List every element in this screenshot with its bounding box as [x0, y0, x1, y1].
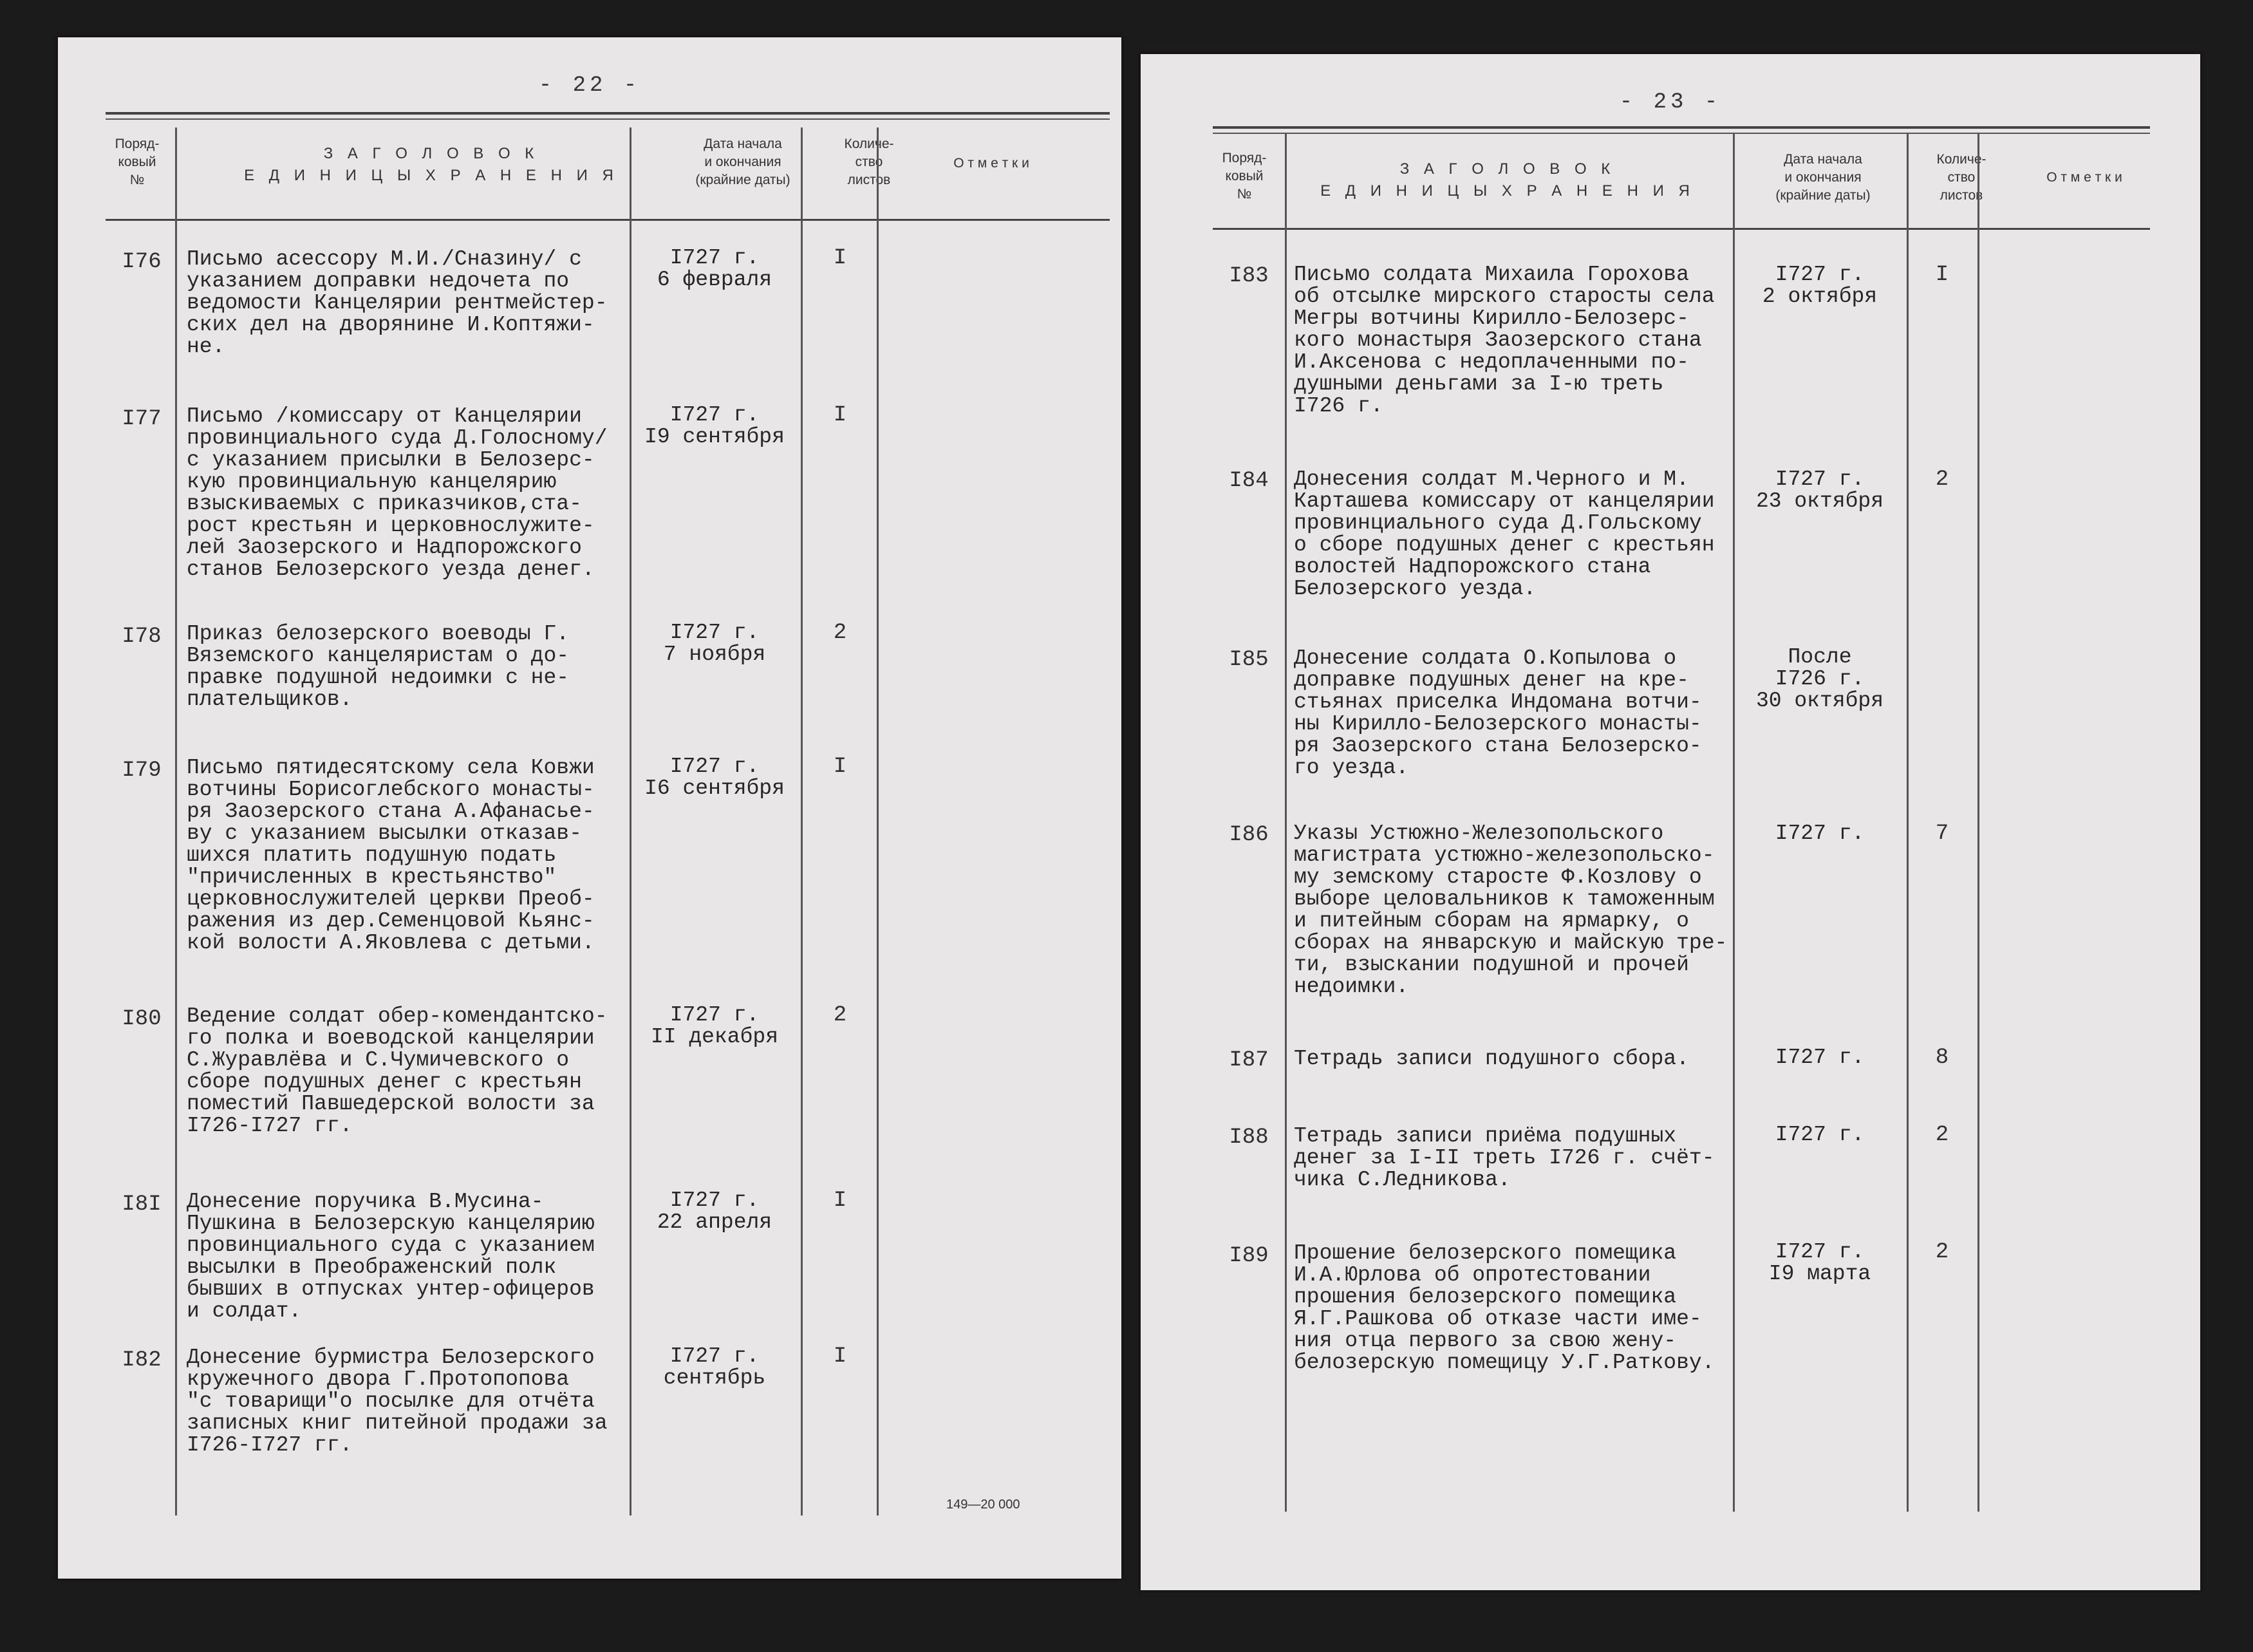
- row-count: 2: [833, 1003, 847, 1028]
- print-code: 149—20 000: [946, 1497, 1020, 1512]
- column-divider: [1285, 134, 1287, 1512]
- row-title: Донесение солдата О.Копылова о доправке подушных денег на кре- стьянах приселка Индомана вотчи- ны Кирилло-Белозерского монасты- ря Заозерского стана Белозерско- го уезда.: [1294, 646, 1702, 780]
- row-number: I82: [122, 1348, 162, 1373]
- page-right: [1141, 54, 2200, 1590]
- row-date: I727 г.: [1775, 1123, 1865, 1147]
- col-header-notes: О т м е т к и: [2046, 170, 2122, 185]
- row-date: I727 г. сентябрь: [663, 1344, 766, 1390]
- row-count: I: [833, 1344, 847, 1369]
- row-date: После I726 г. 30 октября: [1755, 645, 1884, 713]
- col-header-dates: Дата начала и окончания (крайние даты): [695, 136, 790, 187]
- col-header-number: Поряд- ковый №: [1222, 151, 1267, 202]
- row-date: I727 г. 7 ноября: [663, 621, 766, 666]
- col-header-title: З А Г О Л О В О К Е Д И Н И Ц Ы Х Р А Н Е Н И Я: [244, 145, 619, 184]
- row-title: Приказ белозерского воеводы Г. Вяземского канцеляристам о до- правке подушной недоимки с не- плательщиков.: [187, 622, 570, 711]
- column-divider: [877, 127, 879, 1516]
- row-date: I727 г. 2 октября: [1762, 263, 1878, 308]
- row-title: Письмо асессору М.И./Сназину/ с указанием доправки недочета по ведомости Канцелярии рентмейстер- ских дел на дворянине И.Коптяжи- не.: [187, 247, 608, 359]
- row-date: I727 г. I9 марта: [1768, 1240, 1871, 1286]
- row-date: I727 г.: [1775, 821, 1865, 845]
- col-header-dates: Дата начала и окончания (крайние даты): [1775, 152, 1871, 203]
- row-count: I: [1935, 263, 1949, 287]
- row-title: Указы Устюжно-Железопольского магистрата устюжно-железопольско- му земскому старосте Ф.Козлову о выборе целовальников к таможенным и питейным сборам на ярмарку, о сборах на январскую и майскую тре- ти, взыскании подушной и прочей недоимки.: [1294, 821, 1728, 999]
- col-header-number: Поряд- ковый №: [115, 136, 160, 187]
- col-header-count: Количе- ство листов: [1936, 152, 1987, 203]
- row-title: Письмо солдата Михаила Горохова об отсылке мирского старосты села Мегры вотчины Кирилло-Белозерс- кого монастыря Заозерского стана И.Аксенова с недоплаченными по- душными деньгами за I-ю треть I726 г.: [1294, 263, 1715, 418]
- row-count: 8: [1935, 1046, 1949, 1070]
- row-date: I727 г. II декабря: [650, 1003, 779, 1049]
- row-count: I: [833, 246, 847, 270]
- row-count: 2: [1935, 1123, 1949, 1147]
- row-number: I78: [122, 624, 162, 649]
- row-title: Ведение солдат обер-комендантско- го полка и воеводской канцелярии С.Журавлёва и С.Чумичевского о сборе подушных денег с крестьян поместий Павшедерской волости за I726-I727 гг.: [187, 1004, 608, 1138]
- row-number: I76: [122, 250, 162, 274]
- row-date: I727 г. 23 октября: [1755, 467, 1884, 513]
- row-title: Донесения солдат М.Черного и М. Карташева комиссару от канцелярии провинциального суда Д.Гольскому о сборе подушных денег с крестьян волостей Надпорожского стана Белозерского уезда.: [1294, 467, 1715, 601]
- column-divider: [1977, 134, 1979, 1512]
- row-count: I: [833, 403, 847, 427]
- row-date: I727 г.: [1775, 1046, 1865, 1069]
- row-number: I77: [122, 407, 162, 431]
- row-count: I: [833, 1188, 847, 1213]
- column-divider: [801, 127, 803, 1516]
- row-number: I89: [1229, 1244, 1269, 1268]
- row-title: Письмо пятидесятскому села Ковжи вотчины Борисоглебского монасты- ря Заозерского стана А.Афанасье- ву с указанием высылки отказав- шихся платить подушную подать "причисленных в крестьянство" церковнослужителей церкви Преоб- ражения из дер.Семенцовой Кьянс- кой волости А.Яковлева с детьми.: [187, 756, 595, 955]
- page-number: - 23 -: [1619, 90, 1722, 115]
- row-date: I727 г. I6 сентября: [644, 755, 785, 800]
- col-header-notes: О т м е т к и: [953, 156, 1029, 171]
- row-count: 7: [1935, 821, 1949, 846]
- row-count: 2: [1935, 467, 1949, 492]
- row-title: Донесение поручика В.Мусина- Пушкина в Белозерскую канцелярию провинциального суда с указанием высылки в Преображенский полк бывших в отпусках унтер-офицеров и солдат.: [187, 1190, 595, 1323]
- header-rule: [106, 112, 1110, 120]
- row-number: I85: [1229, 648, 1269, 672]
- col-header-count: Количе- ство листов: [844, 136, 894, 187]
- row-title: Письмо /комиссару от Канцелярии провинциального суда Д.Голосному/ с указанием присылки в Белозерс- кую провинциальную канцелярию взыскиваемых с приказчиков,ста- рост крестьян и церковнослужите- лей Заозерского и Надпорожского станов Белозерского уезда денег.: [187, 404, 608, 581]
- row-date: I727 г. 22 апреля: [657, 1188, 772, 1234]
- row-number: I88: [1229, 1125, 1269, 1150]
- row-count: I: [833, 755, 847, 779]
- column-divider: [175, 127, 177, 1516]
- row-count: 2: [833, 621, 847, 645]
- col-header-title: З А Г О Л О В О К Е Д И Н И Ц Ы Х Р А Н Е Н И Я: [1320, 160, 1695, 200]
- row-title: Тетрадь записи приёма подушных денег за I-II треть I726 г. счёт- чика С.Ледникова.: [1294, 1124, 1715, 1192]
- page-left: [58, 37, 1121, 1579]
- row-title: Тетрадь записи подушного сбора.: [1294, 1047, 1689, 1071]
- row-title: Донесение бурмистра Белозерского кружечного двора Г.Протопопова "с товарищи"о посылке для отчёта записных книг питейной продажи за I726-I727 гг.: [187, 1346, 608, 1457]
- row-number: I79: [122, 758, 162, 783]
- row-count: 2: [1935, 1240, 1949, 1264]
- row-date: I727 г. 6 февраля: [657, 246, 772, 292]
- header-bottom-rule: [1213, 228, 2150, 230]
- header-bottom-rule: [106, 219, 1110, 221]
- row-number: I8I: [122, 1192, 162, 1217]
- header-rule: [1213, 126, 2150, 134]
- page-number: - 22 -: [538, 73, 641, 98]
- row-number: I84: [1229, 469, 1269, 493]
- row-number: I80: [122, 1007, 162, 1031]
- row-date: I727 г. I9 сентября: [644, 403, 785, 449]
- row-number: I87: [1229, 1048, 1269, 1073]
- row-number: I83: [1229, 264, 1269, 288]
- row-number: I86: [1229, 823, 1269, 847]
- row-title: Прошение белозерского помещика И.А.Юрлова об опротестовании прошения белозерского помещика Я.Г.Рашкова об отказе части име- ния отца первого за свою жену- белозерскую помещицу У.Г.Раткову.: [1294, 1241, 1715, 1375]
